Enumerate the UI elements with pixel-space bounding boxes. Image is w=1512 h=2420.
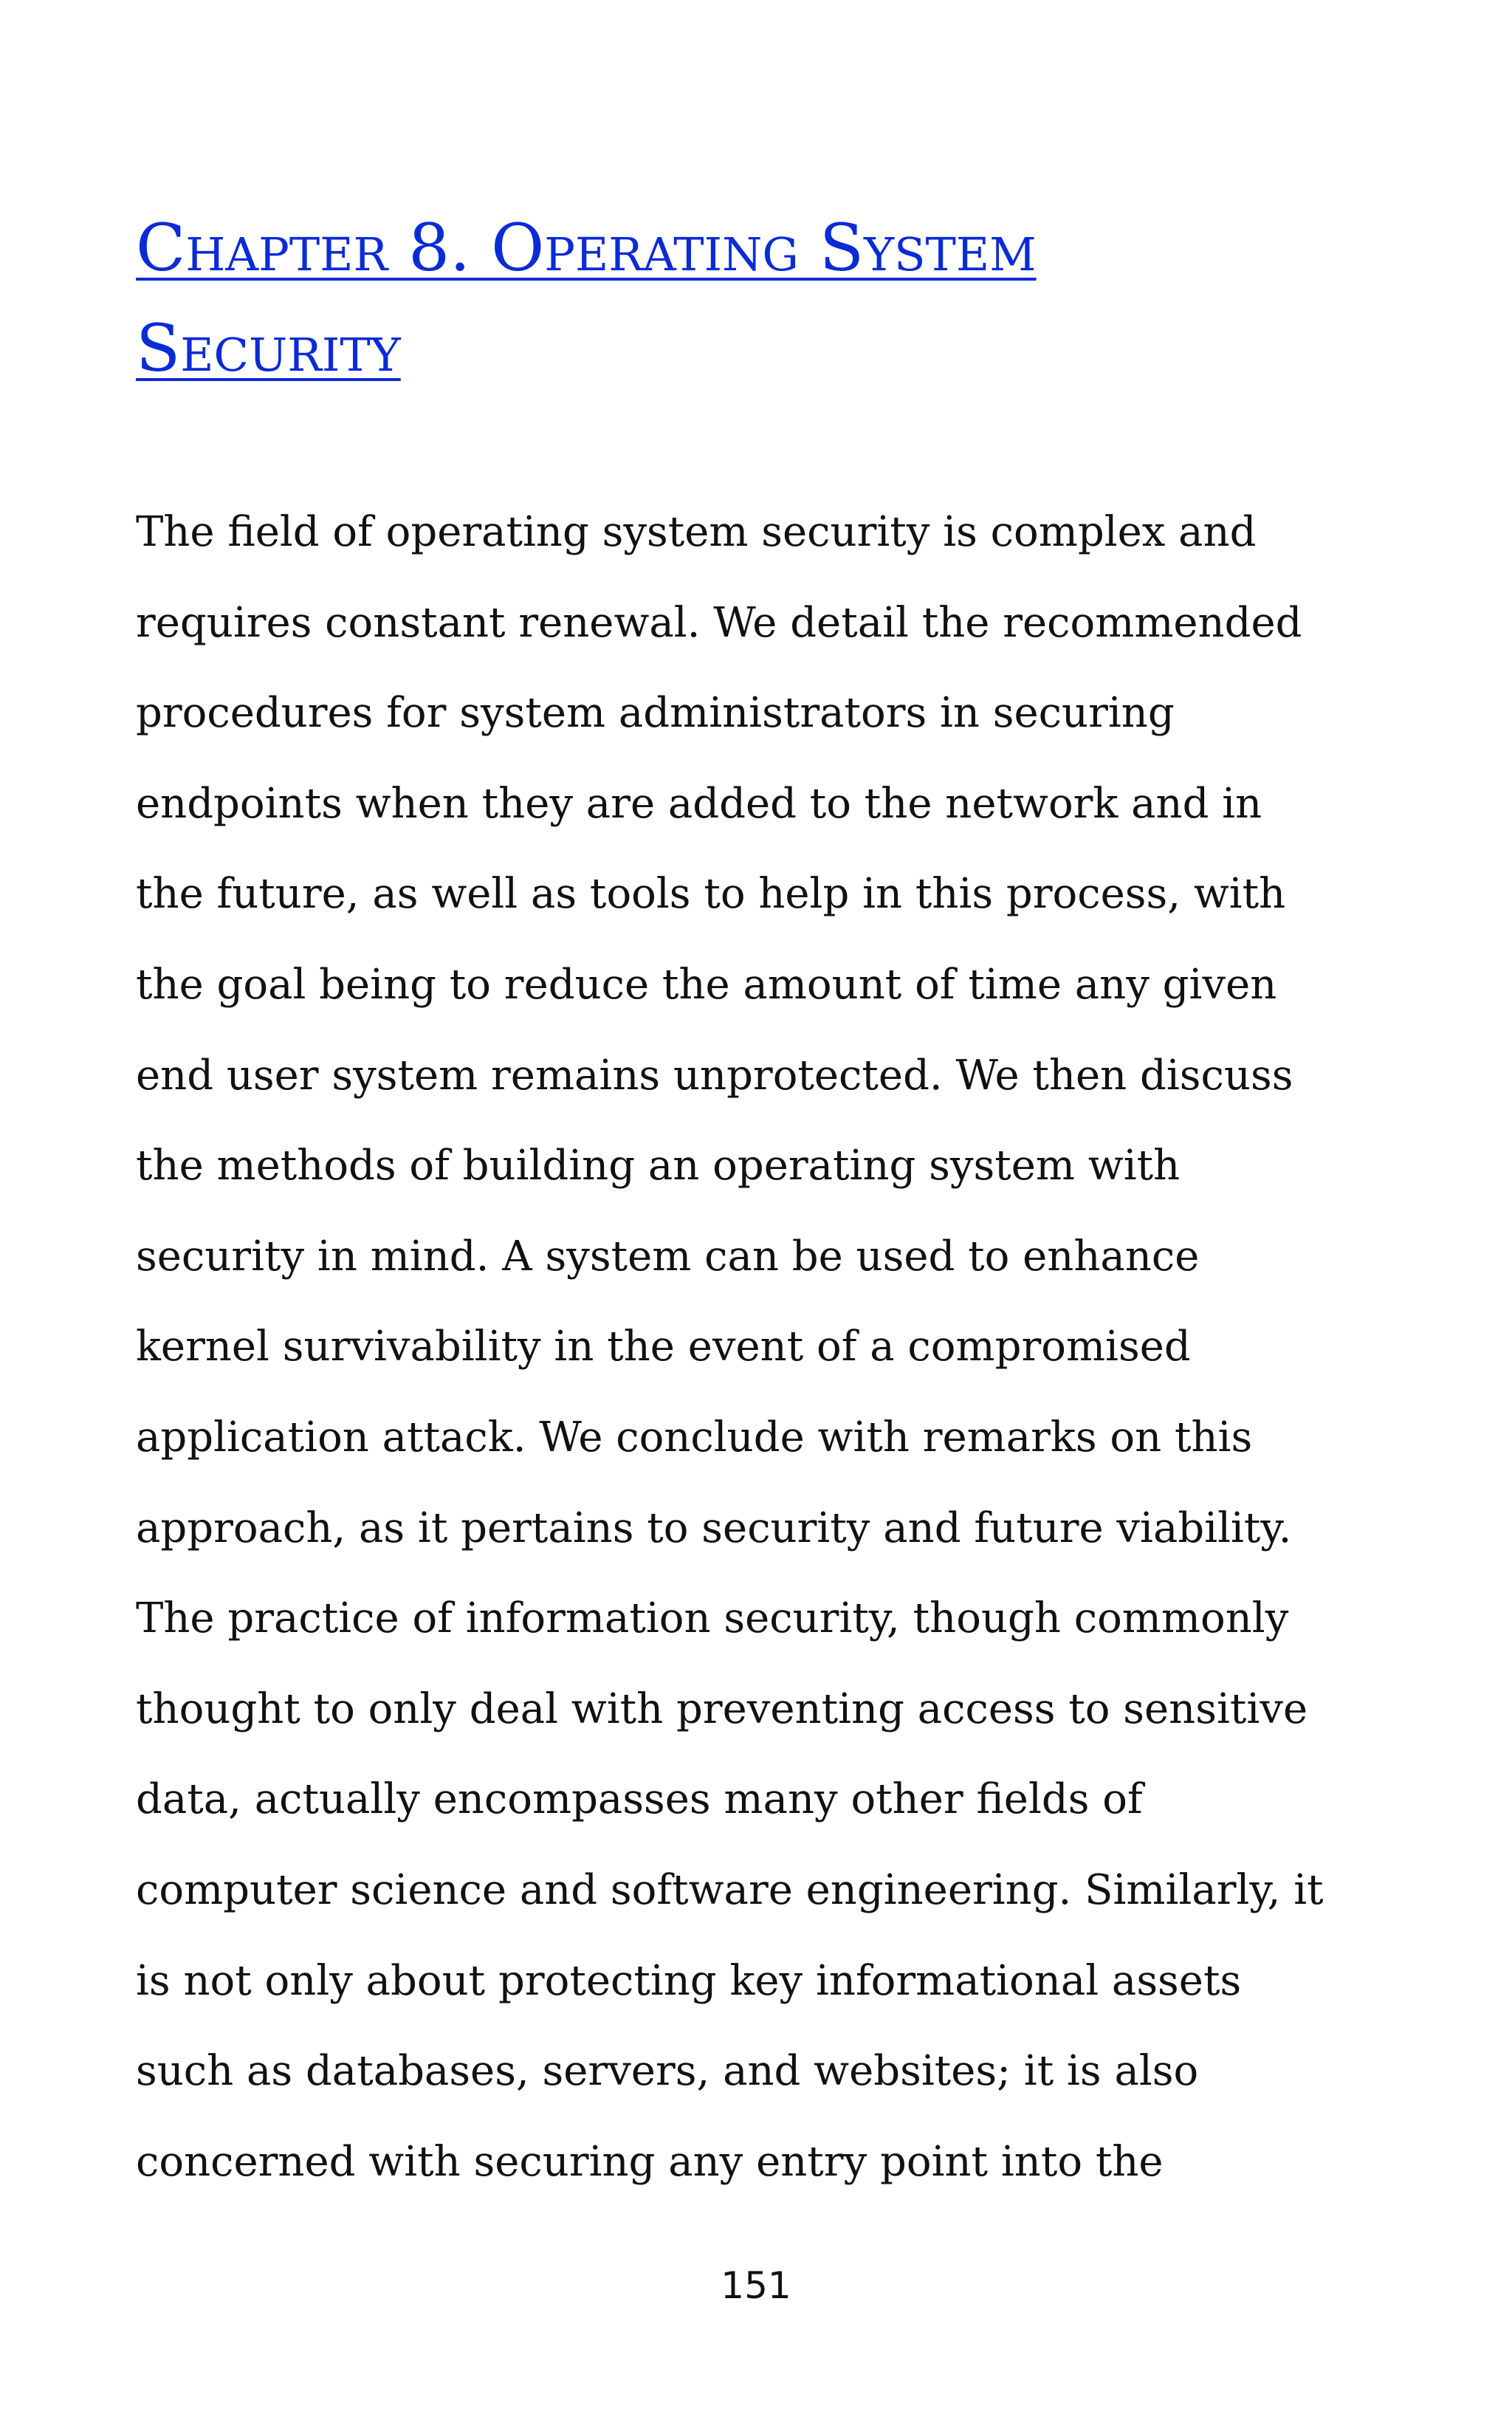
body-line: requires constant renewal. We detail the recommended — [136, 598, 1302, 647]
body-line: endpoints when they are added to the network and in — [136, 779, 1262, 828]
body-line: The practice of information security, though commonly — [136, 1594, 1289, 1643]
chapter-title-line-2: Security — [136, 310, 401, 386]
body-line: concerned with securing any entry point into the — [136, 2137, 1164, 2186]
chapter-title — [136, 198, 1391, 399]
body-line: the goal being to reduce the amount of time any given — [136, 960, 1277, 1009]
body-line: application attack. We conclude with remarks on this — [136, 1413, 1253, 1461]
body-line: computer science and software engineering. Similarly, it — [136, 1865, 1324, 1914]
body-line: the future, as well as tools to help in this process, with — [136, 870, 1286, 919]
body-line: end user system remains unprotected. We then discuss — [136, 1051, 1293, 1100]
body-line: the methods of building an operating system with — [136, 1142, 1181, 1190]
body-line: procedures for system administrators in securing — [136, 689, 1175, 738]
body-line: approach, as it pertains to security and future viability. — [136, 1504, 1292, 1552]
chapter-title-link[interactable] — [136, 210, 1037, 386]
chapter-title-line-1: Chapter 8. Operating System — [136, 210, 1037, 286]
body-line: is not only about protecting key informational assets — [136, 1956, 1242, 2005]
body-line: such as databases, servers, and websites; it is also — [136, 2047, 1199, 2096]
body-line: security in mind. A system can be used to enhance — [136, 1232, 1200, 1281]
body-line: data, actually encompasses many other fields of — [136, 1775, 1143, 1824]
body-line: thought to only deal with preventing access to sensitive — [136, 1684, 1308, 1733]
body-line: kernel survivability in the event of a compromised — [136, 1323, 1191, 1371]
body-line: The field of operating system security is complex and — [136, 508, 1257, 556]
body-paragraph — [136, 487, 1391, 2207]
page-number: 151 — [721, 2264, 791, 2307]
